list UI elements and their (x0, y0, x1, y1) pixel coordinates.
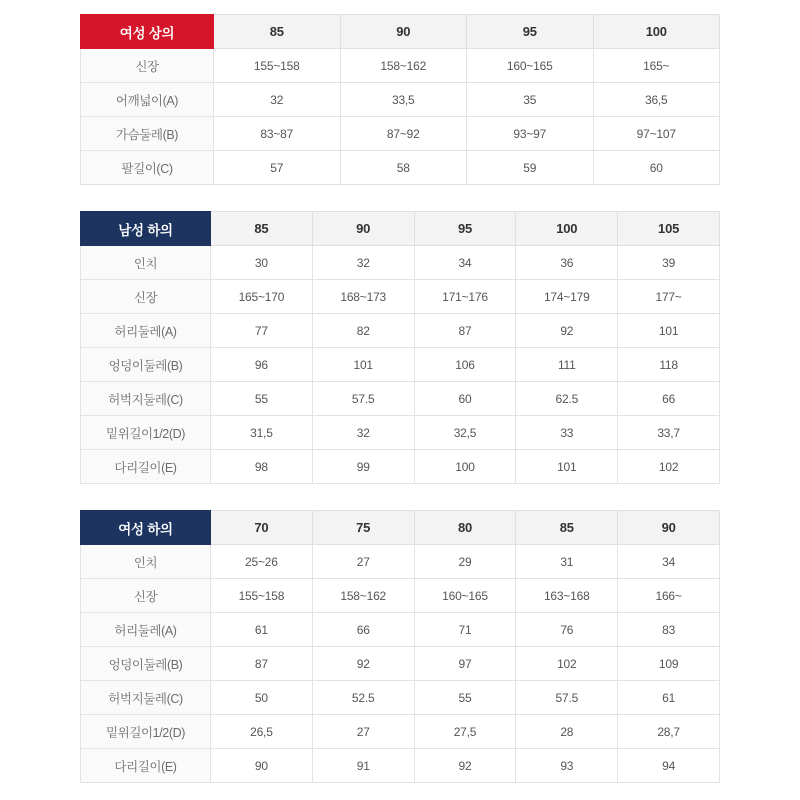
measurement-label-cell: 엉덩이둘레(B) (81, 348, 211, 382)
measurement-label-cell: 팔길이(C) (81, 151, 214, 185)
measurement-value-cell: 59 (467, 151, 594, 185)
measurement-value-cell: 93 (516, 749, 618, 783)
table-row (81, 83, 720, 117)
measurement-label-cell: 어깨넓이(A) (81, 83, 214, 117)
measurement-value-cell: 92 (312, 647, 414, 681)
table-header-row (81, 511, 720, 545)
measurement-value-cell: 57.5 (312, 382, 414, 416)
measurement-value-cell: 168~173 (312, 280, 414, 314)
measurement-value-cell: 33 (516, 416, 618, 450)
table-row (81, 280, 720, 314)
size-tables-container (80, 14, 720, 783)
measurement-value-cell: 55 (211, 382, 313, 416)
table-row (81, 579, 720, 613)
size-header-cell: 90 (312, 212, 414, 246)
measurement-value-cell: 106 (414, 348, 516, 382)
size-table-mens-bottom (80, 211, 720, 484)
measurement-label-cell: 가슴둘레(B) (81, 117, 214, 151)
table-row (81, 246, 720, 280)
measurement-value-cell: 109 (618, 647, 720, 681)
measurement-value-cell: 66 (618, 382, 720, 416)
measurement-value-cell: 165~ (593, 49, 720, 83)
measurement-value-cell: 33,5 (340, 83, 467, 117)
measurement-label-cell: 신장 (81, 49, 214, 83)
measurement-value-cell: 26,5 (211, 715, 313, 749)
measurement-label-cell: 밑위길이1/2(D) (81, 715, 211, 749)
measurement-value-cell: 34 (618, 545, 720, 579)
measurement-value-cell: 90 (211, 749, 313, 783)
measurement-value-cell: 166~ (618, 579, 720, 613)
measurement-value-cell: 87~92 (340, 117, 467, 151)
table-header-row (81, 212, 720, 246)
measurement-value-cell: 61 (618, 681, 720, 715)
measurement-value-cell: 83 (618, 613, 720, 647)
measurement-value-cell: 163~168 (516, 579, 618, 613)
measurement-value-cell: 111 (516, 348, 618, 382)
measurement-value-cell: 91 (312, 749, 414, 783)
measurement-label-cell: 신장 (81, 579, 211, 613)
measurement-value-cell: 98 (211, 450, 313, 484)
measurement-value-cell: 155~158 (211, 579, 313, 613)
measurement-value-cell: 58 (340, 151, 467, 185)
size-header-cell: 70 (211, 511, 313, 545)
measurement-value-cell: 39 (618, 246, 720, 280)
measurement-value-cell: 31 (516, 545, 618, 579)
measurement-value-cell: 92 (414, 749, 516, 783)
size-header-cell: 90 (618, 511, 720, 545)
size-header-cell: 85 (516, 511, 618, 545)
measurement-value-cell: 35 (467, 83, 594, 117)
size-header-cell: 80 (414, 511, 516, 545)
measurement-value-cell: 94 (618, 749, 720, 783)
table-row (81, 416, 720, 450)
measurement-value-cell: 171~176 (414, 280, 516, 314)
measurement-value-cell: 60 (593, 151, 720, 185)
measurement-value-cell: 76 (516, 613, 618, 647)
table-row (81, 450, 720, 484)
table-row (81, 382, 720, 416)
size-header-cell: 85 (214, 15, 341, 49)
size-header-cell: 90 (340, 15, 467, 49)
measurement-value-cell: 83~87 (214, 117, 341, 151)
measurement-value-cell: 101 (516, 450, 618, 484)
size-header-cell: 100 (593, 15, 720, 49)
measurement-value-cell: 97~107 (593, 117, 720, 151)
size-header-cell: 100 (516, 212, 618, 246)
measurement-value-cell: 61 (211, 613, 313, 647)
measurement-value-cell: 27 (312, 545, 414, 579)
measurement-label-cell: 허리둘레(A) (81, 314, 211, 348)
measurement-label-cell: 엉덩이둘레(B) (81, 647, 211, 681)
measurement-label-cell: 신장 (81, 280, 211, 314)
table-title-cell: 남성 하의 (81, 212, 211, 246)
size-header-cell: 75 (312, 511, 414, 545)
measurement-value-cell: 31,5 (211, 416, 313, 450)
measurement-label-cell: 인치 (81, 545, 211, 579)
table-row (81, 117, 720, 151)
measurement-label-cell: 인치 (81, 246, 211, 280)
measurement-value-cell: 33,7 (618, 416, 720, 450)
measurement-value-cell: 36,5 (593, 83, 720, 117)
size-header-cell: 85 (211, 212, 313, 246)
measurement-value-cell: 71 (414, 613, 516, 647)
measurement-value-cell: 118 (618, 348, 720, 382)
measurement-label-cell: 허벅지둘레(C) (81, 681, 211, 715)
measurement-value-cell: 55 (414, 681, 516, 715)
measurement-value-cell: 28,7 (618, 715, 720, 749)
measurement-value-cell: 30 (211, 246, 313, 280)
measurement-value-cell: 77 (211, 314, 313, 348)
table-title-cell: 여성 하의 (81, 511, 211, 545)
measurement-value-cell: 25~26 (211, 545, 313, 579)
measurement-value-cell: 32,5 (414, 416, 516, 450)
measurement-value-cell: 27 (312, 715, 414, 749)
table-row (81, 151, 720, 185)
measurement-value-cell: 52.5 (312, 681, 414, 715)
measurement-value-cell: 87 (211, 647, 313, 681)
measurement-value-cell: 96 (211, 348, 313, 382)
measurement-value-cell: 82 (312, 314, 414, 348)
measurement-value-cell: 57 (214, 151, 341, 185)
measurement-value-cell: 160~165 (414, 579, 516, 613)
measurement-value-cell: 29 (414, 545, 516, 579)
table-row (81, 647, 720, 681)
measurement-value-cell: 158~162 (340, 49, 467, 83)
measurement-value-cell: 155~158 (214, 49, 341, 83)
size-header-cell: 95 (467, 15, 594, 49)
table-row (81, 545, 720, 579)
measurement-value-cell: 92 (516, 314, 618, 348)
measurement-value-cell: 32 (312, 416, 414, 450)
measurement-value-cell: 57.5 (516, 681, 618, 715)
table-row (81, 613, 720, 647)
table-row (81, 348, 720, 382)
measurement-label-cell: 밑위길이1/2(D) (81, 416, 211, 450)
size-header-cell: 105 (618, 212, 720, 246)
table-row (81, 49, 720, 83)
measurement-value-cell: 93~97 (467, 117, 594, 151)
measurement-value-cell: 36 (516, 246, 618, 280)
measurement-value-cell: 174~179 (516, 280, 618, 314)
measurement-value-cell: 28 (516, 715, 618, 749)
measurement-value-cell: 50 (211, 681, 313, 715)
size-table-womens-top (80, 14, 720, 185)
table-row (81, 314, 720, 348)
measurement-value-cell: 101 (618, 314, 720, 348)
table-title-cell: 여성 상의 (81, 15, 214, 49)
measurement-value-cell: 102 (516, 647, 618, 681)
measurement-label-cell: 허벅지둘레(C) (81, 382, 211, 416)
measurement-value-cell: 87 (414, 314, 516, 348)
measurement-value-cell: 66 (312, 613, 414, 647)
measurement-value-cell: 27,5 (414, 715, 516, 749)
measurement-value-cell: 177~ (618, 280, 720, 314)
measurement-value-cell: 60 (414, 382, 516, 416)
measurement-label-cell: 허리둘레(A) (81, 613, 211, 647)
measurement-value-cell: 158~162 (312, 579, 414, 613)
measurement-label-cell: 다리길이(E) (81, 450, 211, 484)
measurement-label-cell: 다리길이(E) (81, 749, 211, 783)
measurement-value-cell: 160~165 (467, 49, 594, 83)
measurement-value-cell: 97 (414, 647, 516, 681)
measurement-value-cell: 32 (312, 246, 414, 280)
measurement-value-cell: 32 (214, 83, 341, 117)
table-row (81, 681, 720, 715)
measurement-value-cell: 99 (312, 450, 414, 484)
table-row (81, 749, 720, 783)
measurement-value-cell: 62.5 (516, 382, 618, 416)
table-row (81, 715, 720, 749)
size-table-womens-bottom (80, 510, 720, 783)
measurement-value-cell: 34 (414, 246, 516, 280)
table-header-row (81, 15, 720, 49)
measurement-value-cell: 101 (312, 348, 414, 382)
measurement-value-cell: 102 (618, 450, 720, 484)
measurement-value-cell: 100 (414, 450, 516, 484)
size-header-cell: 95 (414, 212, 516, 246)
measurement-value-cell: 165~170 (211, 280, 313, 314)
